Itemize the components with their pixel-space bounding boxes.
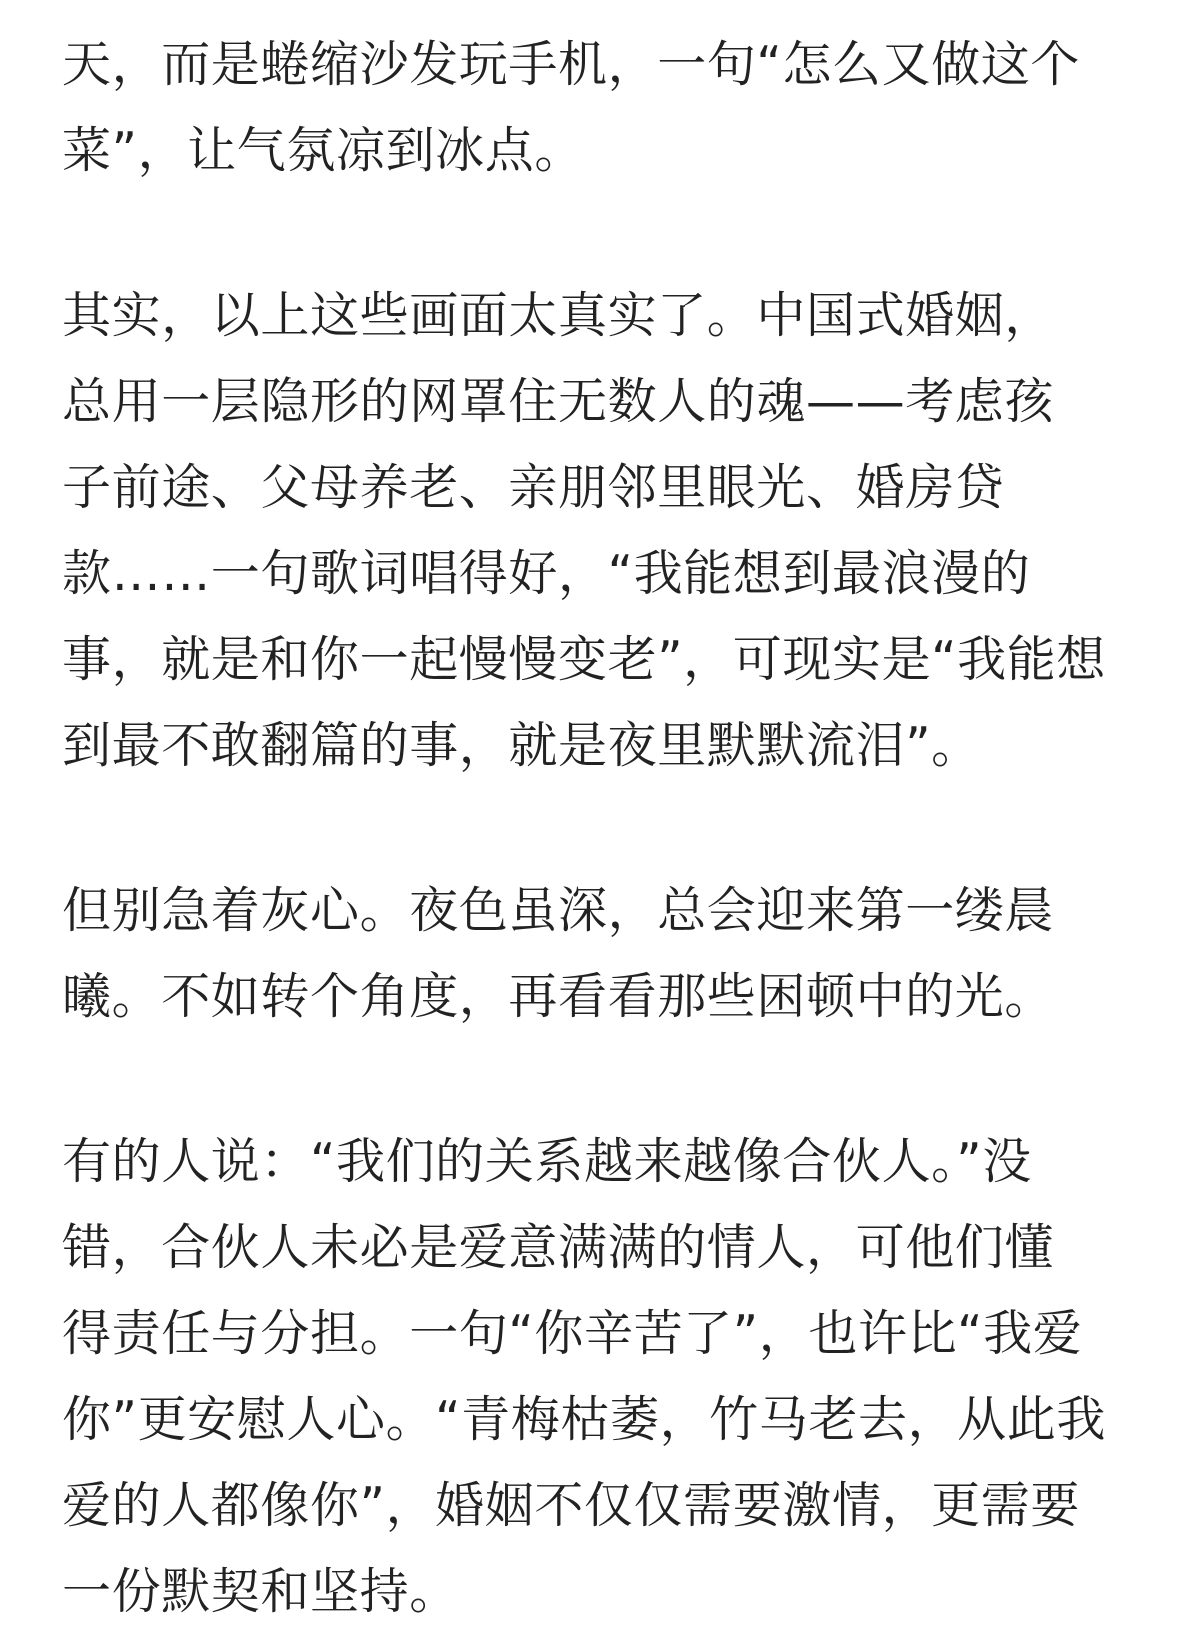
paragraph-2 <box>62 273 1122 789</box>
text-line: 错，合伙人未必是爱意满满的情人，可他们懂 <box>62 1219 1055 1276</box>
text-line: 总用一层隐形的网罩住无数人的魂——考虑孩 <box>62 373 1055 430</box>
paragraph-3 <box>62 868 1122 1040</box>
paragraph-gap <box>62 789 1122 868</box>
paragraph-gap <box>62 1040 1122 1119</box>
text-line: 曦。不如转个角度，再看看那些困顿中的光。 <box>62 968 1055 1025</box>
article-body <box>62 22 1122 1635</box>
paragraph-1 <box>62 22 1122 194</box>
text-line: 你”更安慰人心。“青梅枯萎，竹马老去，从此我 <box>62 1391 1106 1448</box>
text-line: 到最不敢翻篇的事，就是夜里默默流泪”。 <box>62 717 981 774</box>
text-line: 一份默契和坚持。 <box>62 1563 459 1620</box>
text-line: 但别急着灰心。夜色虽深，总会迎来第一缕晨 <box>62 882 1055 939</box>
text-line: 其实，以上这些画面太真实了。中国式婚姻， <box>62 287 1055 344</box>
text-line: 事，就是和你一起慢慢变老”，可现实是“我能想 <box>62 631 1106 688</box>
text-line: 有的人说：“我们的关系越来越像合伙人。”没 <box>62 1133 1032 1190</box>
text-line: 爱的人都像你”，婚姻不仅仅需要激情，更需要 <box>62 1477 1080 1534</box>
text-line: 款……一句歌词唱得好，“我能想到最浪漫的 <box>62 545 1031 602</box>
paragraph-gap <box>62 194 1122 273</box>
text-line: 得责任与分担。一句“你辛苦了”，也许比“我爱 <box>62 1305 1083 1362</box>
paragraph-4 <box>62 1119 1122 1635</box>
text-line: 天，而是蜷缩沙发玩手机，一句“怎么又做这个 <box>62 36 1080 93</box>
text-line: 子前途、父母养老、亲朋邻里眼光、婚房贷 <box>62 459 1005 516</box>
text-line: 菜”，让气氛凉到冰点。 <box>62 122 584 179</box>
